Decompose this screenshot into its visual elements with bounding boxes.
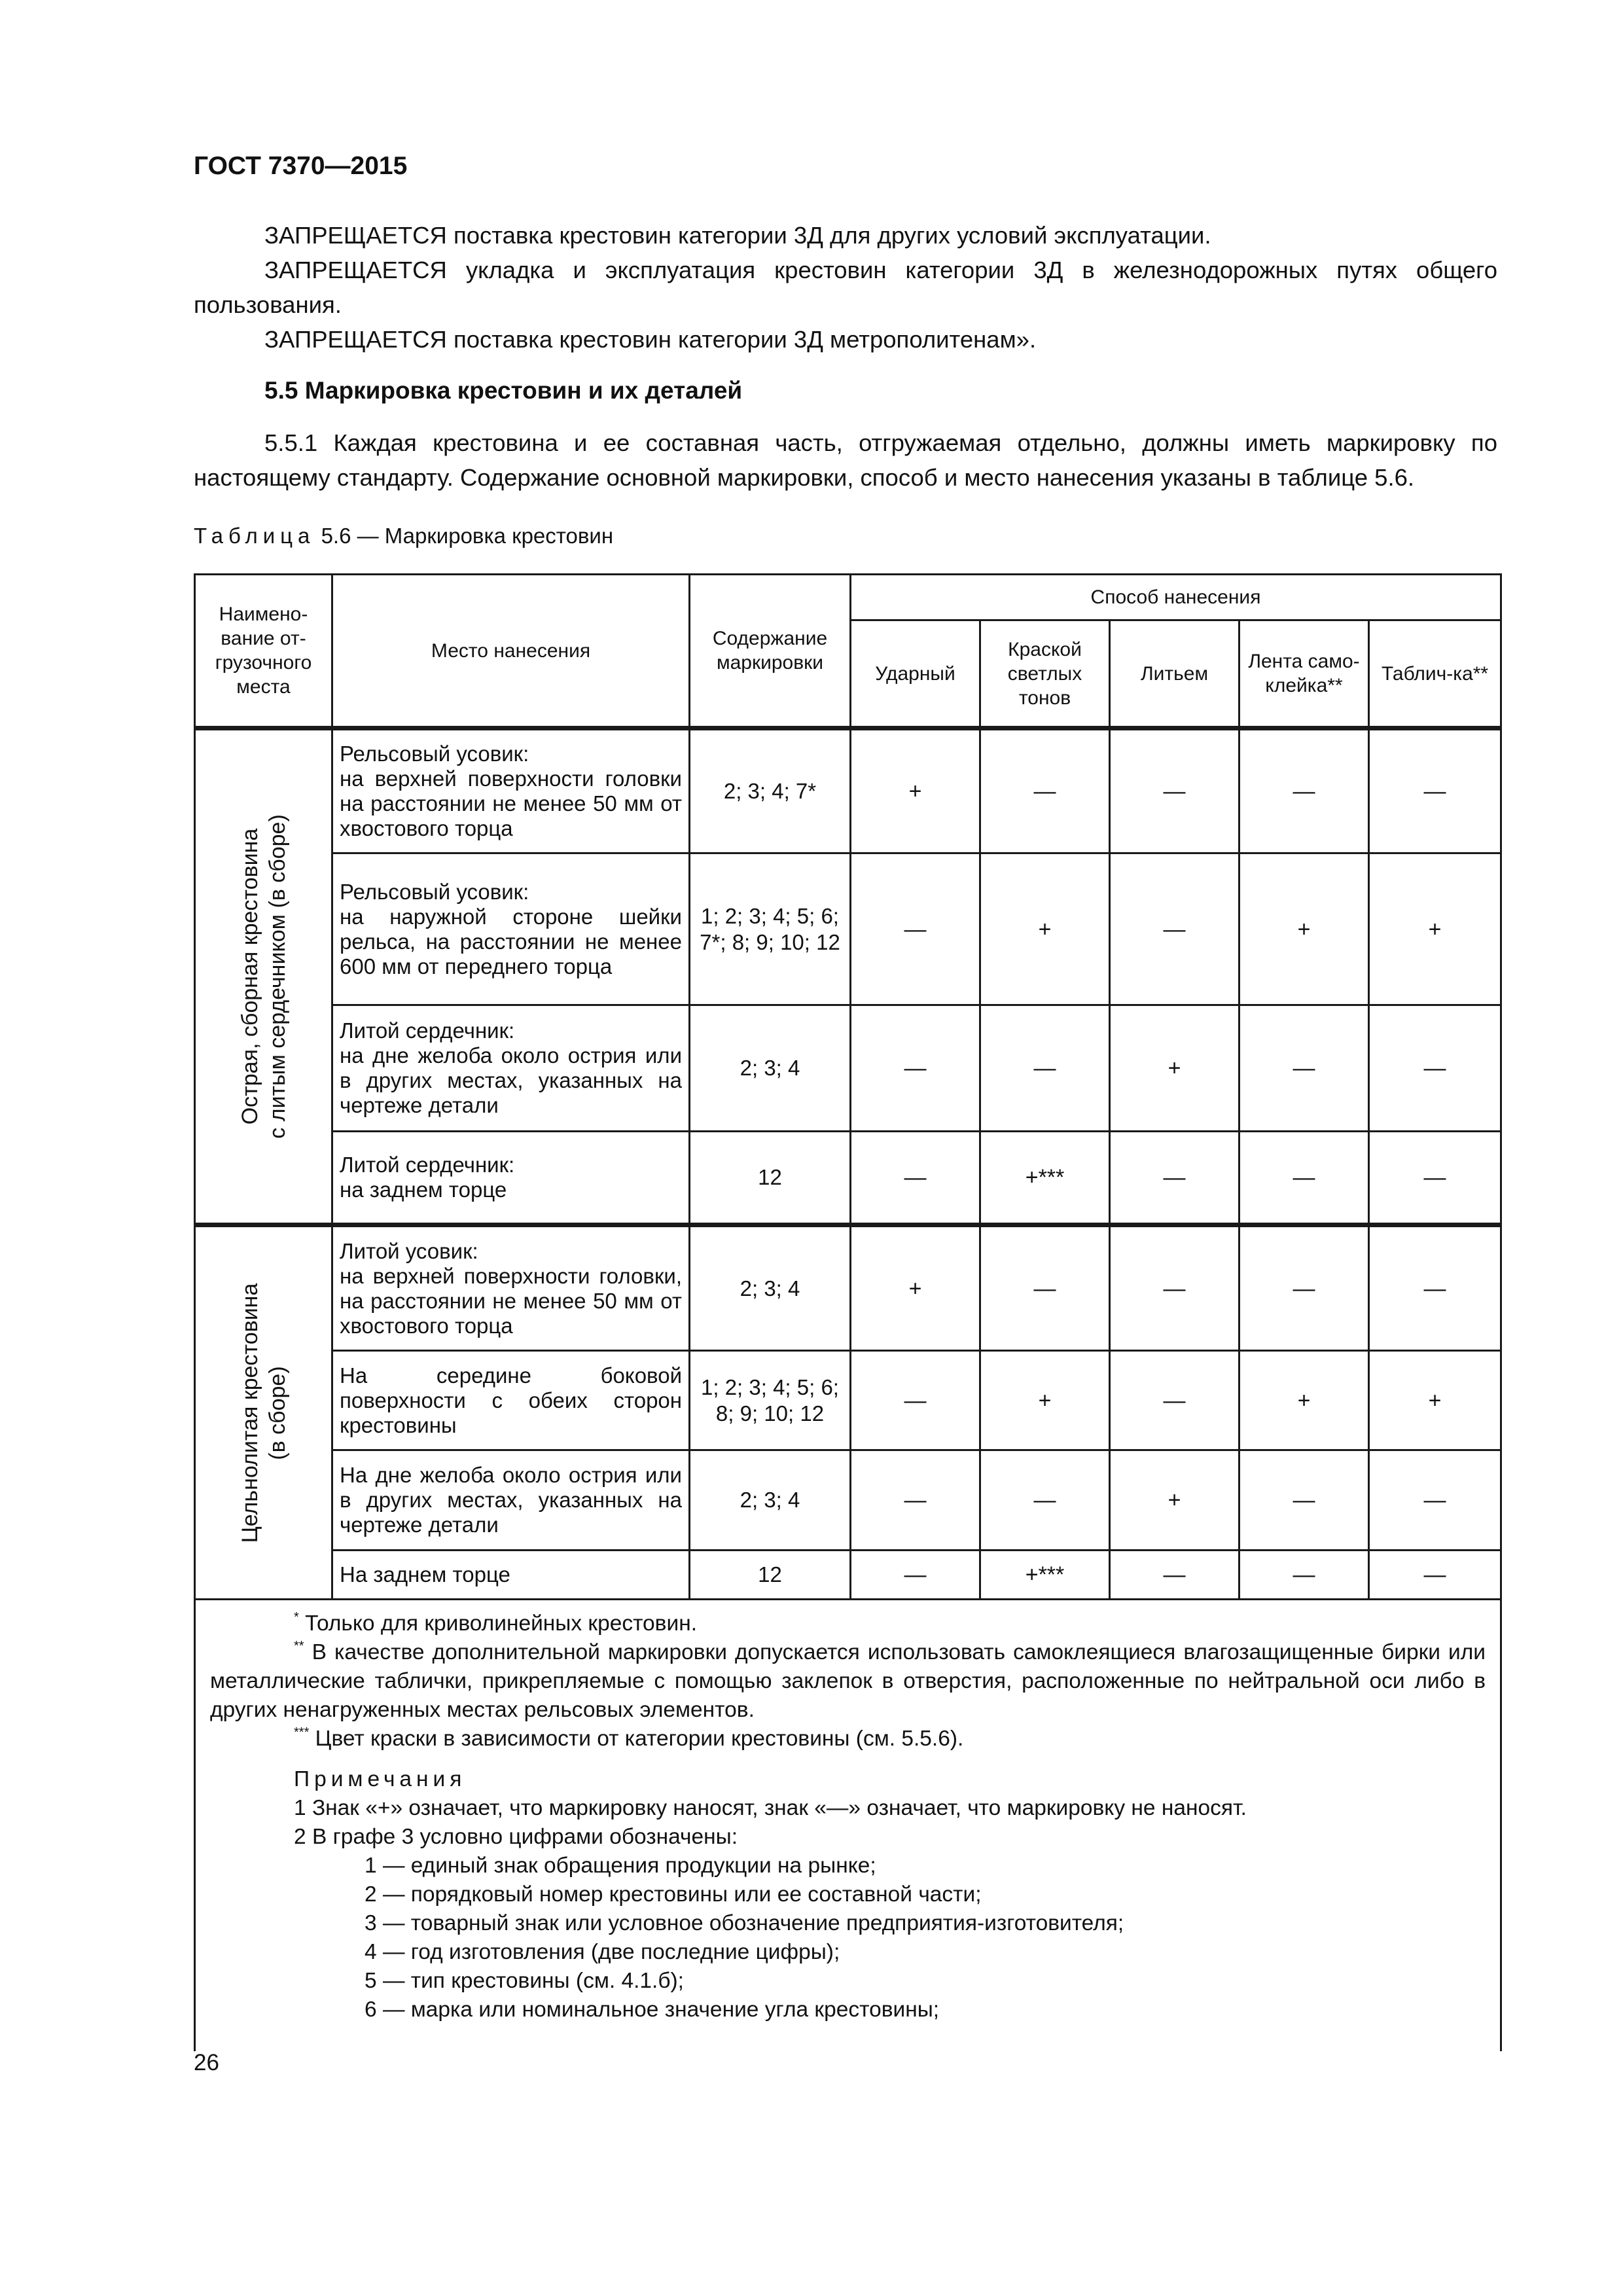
header-method-impact: Ударный [851, 620, 980, 728]
place-cell: Литой усовик: на верхней поверхности головки, на расстоянии не менее 50 мм от хвостового торца [332, 1225, 690, 1351]
group-name-cell [195, 728, 332, 1225]
table-caption-text: 5.6 — Маркировка крестовин [321, 524, 614, 548]
mark-cell: — [1110, 1132, 1240, 1225]
notes-title: Примечания [294, 1767, 467, 1791]
marking-table [194, 573, 1502, 2051]
mark-cell: — [1240, 728, 1369, 853]
note-item: 3 — товарный знак или условное обозначение предприятия-изготовителя; [365, 1911, 1124, 1935]
mark-cell: — [1369, 1132, 1501, 1225]
intro-paragraph: ЗАПРЕЩАЕТСЯ поставка крестовин категории 3Д метрополитенам». [264, 326, 1037, 353]
note-item: 5 — тип крестовины (см. 4.1.б); [365, 1969, 684, 1993]
mark-cell: — [1369, 1450, 1501, 1551]
mark-cell: + [1240, 853, 1369, 1005]
header-method-tape: Лента само-клейка** [1240, 620, 1369, 728]
note-item: 4 — год изготовления (две последние цифры); [365, 1940, 840, 1964]
content-cell: 2; 3; 4; 7* [690, 728, 851, 853]
content-cell: 2; 3; 4 [690, 1225, 851, 1351]
section-paragraph: 5.5.1 Каждая крестовина и ее составная часть, отгружаемая отдельно, должны иметь маркировку по настоящему стандарту. Содержание основной маркировки, способ и место нанесения указаны в таблице 5.6. [194, 429, 1497, 491]
mark-cell: — [851, 1551, 980, 1600]
mark-cell: + [851, 728, 980, 853]
mark-cell: — [1110, 1551, 1240, 1600]
group-name-cell [195, 1225, 332, 1600]
table-caption [194, 524, 613, 548]
mark-cell: + [1369, 853, 1501, 1005]
note-item: 1 — единый знак обращения продукции на рынке; [365, 1854, 876, 1878]
mark-cell: — [1240, 1005, 1369, 1132]
content-cell: 12 [690, 1132, 851, 1225]
mark-cell: — [1110, 728, 1240, 853]
table-caption-word: Таблица [194, 524, 315, 548]
header-method-casting: Литьем [1110, 620, 1240, 728]
mark-cell: — [980, 1005, 1110, 1132]
page-number: 26 [194, 2050, 219, 2075]
mark-cell: — [851, 853, 980, 1005]
table-notes [195, 1600, 1501, 2051]
content-cell: 2; 3; 4 [690, 1005, 851, 1132]
header-method-paint: Краской светлых тонов [980, 620, 1110, 728]
section-title: 5.5 Маркировка крестовин и их деталей [264, 377, 743, 404]
table-row [195, 1225, 1501, 1351]
content-cell: 2; 3; 4 [690, 1450, 851, 1551]
mark-cell: — [1240, 1132, 1369, 1225]
table-row [195, 1132, 1501, 1225]
table-row [195, 1351, 1501, 1450]
footnote: *** Цвет краски в зависимости от категории крестовины (см. 5.5.6). [294, 1725, 964, 1751]
content-cell: 1; 2; 3; 4; 5; 6; 8; 9; 10; 12 [690, 1351, 851, 1450]
mark-cell: — [1110, 1225, 1240, 1351]
group-name: Цельнолитая крестовина (в сборе) [237, 1283, 290, 1543]
mark-cell: + [980, 1351, 1110, 1450]
note-item: 2 — порядковый номер крестовины или ее составной части; [365, 1882, 982, 1907]
mark-cell: + [1110, 1005, 1240, 1132]
header-method-group: Способ нанесения [851, 575, 1501, 620]
content-cell: 12 [690, 1551, 851, 1600]
header-content: Содержание маркировки [690, 575, 851, 728]
place-cell: Рельсовый усовик: на верхней поверхности головки на расстоянии не менее 50 мм от хвостового торца [332, 728, 690, 853]
table-row [195, 728, 1501, 853]
header-shipping-unit: Наимено-вание от-грузочного места [195, 575, 332, 728]
mark-cell: — [1240, 1450, 1369, 1551]
note-item: 6 — марка или номинальное значение угла крестовины; [365, 1998, 940, 2022]
table-row [195, 853, 1501, 1005]
content-cell: 1; 2; 3; 4; 5; 6; 7*; 8; 9; 10; 12 [690, 853, 851, 1005]
intro-text [194, 218, 1497, 357]
mark-cell: — [1369, 728, 1501, 853]
intro-paragraph: ЗАПРЕЩАЕТСЯ укладка и эксплуатация крестовин категории 3Д в железнодорожных путях общего пользования. [194, 257, 1497, 318]
note: 2 В графе 3 условно цифрами обозначены: [294, 1825, 738, 1849]
mark-cell: — [851, 1005, 980, 1132]
mark-cell: +*** [980, 1551, 1110, 1600]
mark-cell: +*** [980, 1132, 1110, 1225]
place-cell: Рельсовый усовик: на наружной стороне шейки рельса, на расстоянии не менее 600 мм от переднего торца [332, 853, 690, 1005]
mark-cell: — [851, 1351, 980, 1450]
place-cell: На середине боковой поверхности с обеих сторон крестовины [332, 1351, 690, 1450]
table-row [195, 1450, 1501, 1551]
mark-cell: — [980, 1225, 1110, 1351]
place-cell: На дне желоба около острия или в других местах, указанных на чертеже детали [332, 1450, 690, 1551]
section-text [194, 425, 1497, 495]
mark-cell: + [1240, 1351, 1369, 1450]
place-cell: Литой сердечник: на дне желоба около острия или в других местах, указанных на чертеже детали [332, 1005, 690, 1132]
mark-cell: — [1369, 1225, 1501, 1351]
header-method-plate: Таблич-ка** [1369, 620, 1501, 728]
note: 1 Знак «+» означает, что маркировку наносят, знак «—» означает, что маркировку не наносят. [294, 1796, 1247, 1820]
footnote: * Только для криволинейных крестовин. [294, 1610, 698, 1636]
mark-cell: + [1369, 1351, 1501, 1450]
place-cell: На заднем торце [332, 1551, 690, 1600]
mark-cell: — [1369, 1551, 1501, 1600]
mark-cell: — [980, 728, 1110, 853]
table-row [195, 1551, 1501, 1600]
table-row [195, 1005, 1501, 1132]
place-cell: Литой сердечник: на заднем торце [332, 1132, 690, 1225]
document-code: ГОСТ 7370—2015 [194, 152, 408, 180]
mark-cell: — [1240, 1225, 1369, 1351]
intro-paragraph: ЗАПРЕЩАЕТСЯ поставка крестовин категории 3Д для других условий эксплуатации. [264, 222, 1211, 249]
mark-cell: — [1110, 1351, 1240, 1450]
mark-cell: — [1369, 1005, 1501, 1132]
mark-cell: — [851, 1132, 980, 1225]
header-place: Место нанесения [332, 575, 690, 728]
mark-cell: — [1240, 1551, 1369, 1600]
mark-cell: — [1110, 853, 1240, 1005]
mark-cell: + [851, 1225, 980, 1351]
group-name: Острая, сборная крестовина с литым сердечником (в сборе) [237, 814, 290, 1139]
mark-cell: — [851, 1450, 980, 1551]
footnote: ** В качестве дополнительной маркировки допускается использовать самоклеящиеся влагозащищенные бирки или металлические таблички, прикрепляемые с помощью заклепок в отверстия, расположенные по нейтральной оси либо в других ненагруженных местах рельсовых элементов. [210, 1639, 1486, 1722]
mark-cell: + [980, 853, 1110, 1005]
mark-cell: + [1110, 1450, 1240, 1551]
mark-cell: — [980, 1450, 1110, 1551]
